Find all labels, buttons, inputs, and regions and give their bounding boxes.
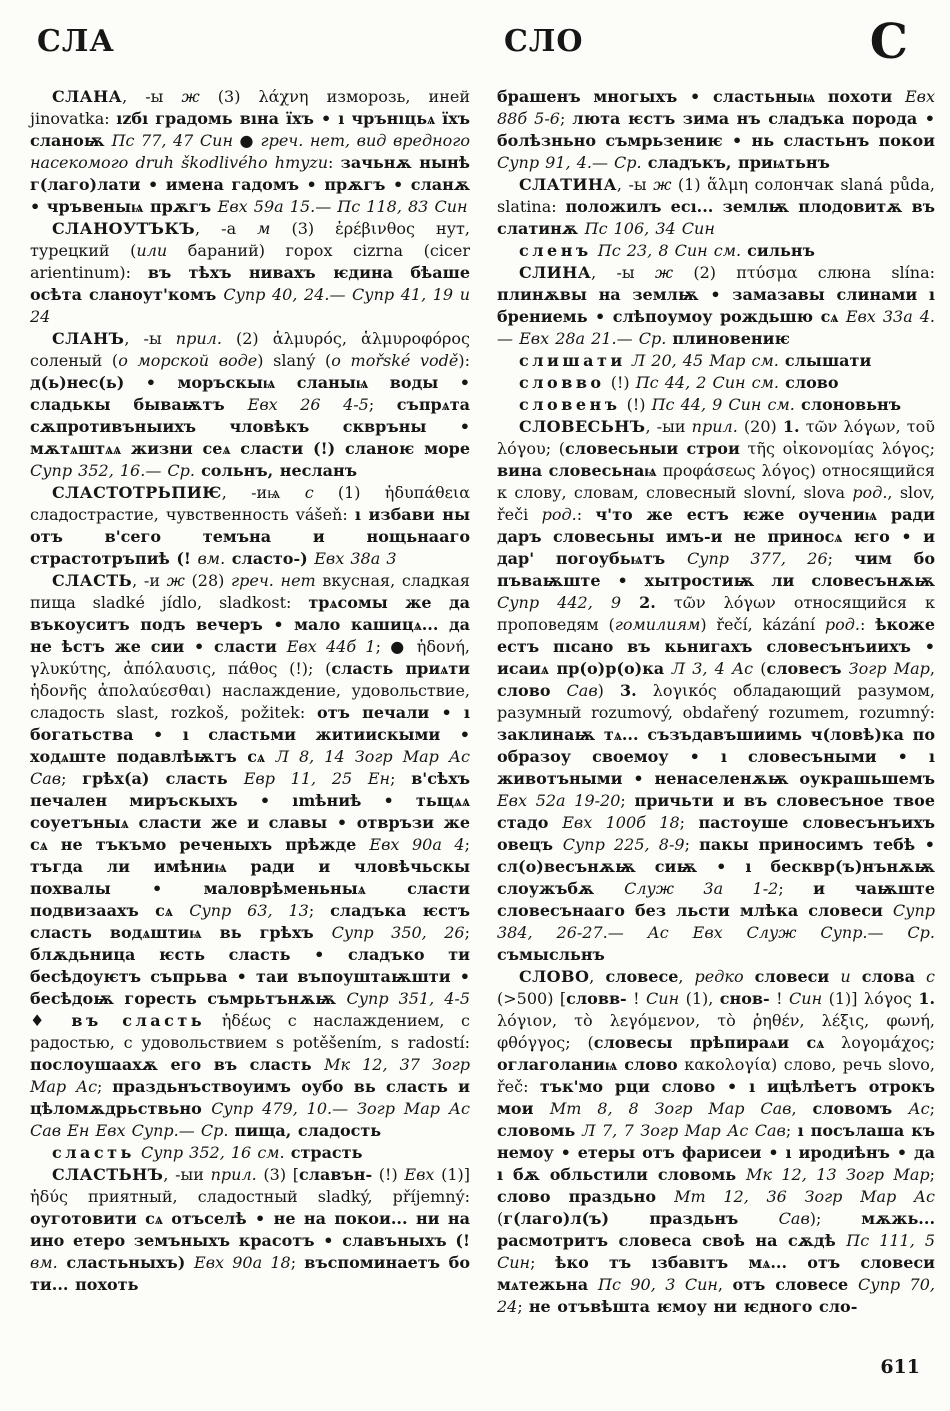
- entry-text: г(лаго)л(ъ) праздьнъ: [503, 1209, 779, 1228]
- left-column: [30, 86, 470, 1296]
- entry-text: слышати: [784, 351, 872, 370]
- entry-text: съпрѧта сѫпротивъныихъ чловѣкъ сквръны • мѫтѧштѧѧ жизни сеѧ сласти (!) сланоѥ море: [30, 395, 470, 458]
- entry-slasty-xref: [30, 1142, 470, 1164]
- entry-slanutuku: [30, 218, 470, 328]
- entry-text: славън-: [299, 1165, 373, 1184]
- entry-text: Евх 52а 19-20: [497, 791, 621, 810]
- entry-text: о mořské vodě: [331, 351, 459, 370]
- entry-text: ;: [620, 791, 635, 810]
- entry-text: греч. нет: [231, 571, 316, 590]
- entry-text: Супр 351, 4-5: [346, 989, 470, 1008]
- entry-text: ;: [559, 109, 573, 128]
- entry-text: вкусная, сладкая пища sladké jídlo, sladkost:: [30, 571, 470, 612]
- entry-text: заклинаѭ тѧ... съзъдавъшиимь ч(ловѣ)ка по образоу своемоу • ı словесъными • ı животъными • ненаселенѫѭ оукрашьшемъ: [497, 725, 935, 788]
- entry-text: ж: [181, 87, 200, 106]
- entry-text: Супр 225, 8-9: [562, 835, 685, 854]
- entry-text: κακολογία) слово, речь slovo, řeč:: [497, 1055, 936, 1096]
- entry-text: сладъкъ, приѩтьнъ: [647, 153, 830, 172]
- entry-slovo: [497, 966, 935, 1318]
- entry-text: , -ыи: [163, 1165, 211, 1184]
- entry-text: Евх: [404, 1165, 435, 1184]
- entry-text: слоновьнъ: [800, 395, 901, 414]
- entry-text: прил.: [691, 417, 738, 436]
- entry-text: Л 8, 14 Зогр Мар Ас Сав: [30, 747, 471, 788]
- entry-text: гомилиям: [614, 615, 701, 634]
- entry-text: (1) ἡδυπάθεια сладострастие, чувственность vášeň:: [30, 483, 470, 524]
- entry-text: праздьнъствоуимъ оубо вь сласть и цѣломѫдрьствьно: [30, 1077, 471, 1118]
- entry-text: сольнъ, несланъ: [201, 461, 358, 480]
- entry-text: сласть: [52, 1143, 135, 1162]
- entry-text: (1),: [679, 989, 720, 1008]
- entry-text: ἡδονῆς ἀπολαύεσθαι) наслаждение, удовольствие, сладость slast, rozkoš, požitek:: [30, 681, 470, 722]
- entry-text: Служ 3а 1-2: [624, 879, 779, 898]
- headword: СЛАСТОТРЬПИѤ: [52, 483, 222, 502]
- entry-text: ,: [678, 967, 695, 986]
- entry-text: род.: [824, 615, 860, 634]
- entry-text: , -иѩ: [221, 483, 305, 502]
- entry-text: (: [497, 1209, 504, 1228]
- entry-text: в'сѣхъ печален миръскыхъ • ımѣниѣ • тьщѧѧ соуетъныѧ сласти же и славы • отвръзи же сѧ не тъкъмо реченыхъ прѣжде: [30, 769, 471, 854]
- entry-text: [915, 967, 926, 986]
- entry-text: , -а: [195, 219, 258, 238]
- entry-text: (1) ἅλμη солончак slaná půda, slatina:: [497, 175, 935, 216]
- entry-text: д(ь)нес(ь) • моръскыѩ сланыѩ воды • сладькы бываѭтъ: [30, 373, 470, 414]
- entry-text: причьти и въ словесъное твое стадо: [497, 791, 936, 832]
- entry-text: Евх 38а 3: [314, 549, 397, 568]
- entry-text: с: [926, 967, 935, 986]
- entry-text: (2) ἁλμυρός, ἁλμυροφόρος соленый (: [30, 329, 470, 370]
- entry-text: Л 3, 4 Ас: [671, 659, 754, 678]
- entry-slenu-xref: [497, 240, 935, 262]
- running-head: [0, 14, 950, 74]
- entry-text: ;: [778, 879, 814, 898]
- entry-text: слово: [497, 681, 551, 700]
- entry-text: (1)] ἡδύς приятный, сладостный sladký, příjemný:: [30, 1165, 470, 1206]
- headword: СЛАСТЬ: [52, 571, 133, 590]
- entry-text: въспоминаетъ бо ти... похоть: [30, 1253, 470, 1294]
- entry-text: ѣко тъ ıзбавıтъ мѧ... отъ словеси мѧтежьна: [497, 1253, 935, 1294]
- entry-text: ı посълаша къ немоу • етеры отъ фарисеи • ı иродиѣнъ • да ı бѫ обльстили словомь: [497, 1121, 936, 1184]
- entry-text: брашенъ многыхъ • сластьныѩ похоти: [497, 87, 905, 106]
- entry-slina: [497, 262, 935, 350]
- entry-text: (!): [372, 1165, 405, 1184]
- entry-text: (2) πτύσμα слюна slína:: [673, 263, 935, 282]
- entry-text: словво: [519, 373, 605, 392]
- entry-text: тъгда ли имѣниѩ ради и чловѣчьскы похвалы • маловрѣменьныѧ сласти подвизаахъ сѧ: [30, 857, 470, 920]
- entry-text: , slov, řeči: [497, 483, 936, 524]
- entry-text: !: [626, 989, 647, 1008]
- entry-text: тък'мо рци слово • ı ицѣлѣетъ отрокъ мои: [497, 1077, 936, 1118]
- entry-text: Пс 111, 5 Син: [497, 1231, 935, 1272]
- entry-text: Сав: [566, 681, 598, 700]
- entry-text: сластьныхъ): [57, 1253, 195, 1272]
- headword: СЛАСТЬНЪ: [52, 1165, 164, 1184]
- entry-text: не отъвѣшта ѥмоу ни ѥдного сло-: [528, 1297, 858, 1316]
- entry-text: ızбı градомь вıна їхъ • ı чрънıцьѧ їхъ сланоѭ: [30, 109, 471, 150]
- entry-text: , -ы: [591, 263, 655, 282]
- entry-text: ♦: [30, 1011, 72, 1030]
- entry-slovesynu: [497, 416, 935, 966]
- entry-text: :: [328, 153, 341, 172]
- entry-text: Супр 352, 16 см.: [141, 1143, 285, 1162]
- entry-slovvo-xref: [497, 372, 935, 394]
- entry-text: λογομάχος;: [824, 1033, 936, 1052]
- entry-text: Супр 91, 4.— Ср.: [497, 153, 648, 172]
- entry-text: ;: [308, 901, 331, 920]
- entry-text: :: [576, 505, 596, 524]
- entry-text: ж: [653, 175, 672, 194]
- entry-text: отъ печали • ı богатьства • ı сластьми житиискыми • ходѧште подавлѣѭтъ сѧ: [30, 703, 470, 766]
- entry-text: словесъ: [766, 659, 842, 678]
- entry-text: Супр 442, 9: [497, 593, 622, 612]
- entry-text: (20): [737, 417, 783, 436]
- entry-text: 2.: [639, 593, 656, 612]
- entry-text: Евх 44б 1: [286, 637, 376, 656]
- entry-text: вм.: [197, 549, 226, 568]
- entry-text: плинѫвы на землѭ • замазавы слинами ı брениемь • слѣпоумоу рождьшю сѧ: [497, 285, 935, 326]
- entry-text: род.: [541, 505, 577, 524]
- entry-text: ,: [717, 1275, 733, 1294]
- entry-slastotrypije: [30, 482, 470, 570]
- entry-text: ; ● ἡδονή, γλυκύτης, ἀπόλαυσις, πάθος (!); (: [30, 637, 470, 678]
- entry-text: слово праздьно: [497, 1187, 675, 1206]
- headword: СЛАТИНА: [519, 175, 617, 194]
- running-head-right: СЛО: [504, 24, 584, 59]
- entry-text: Мт 8, 8 Зогр Мар Сав: [549, 1099, 792, 1118]
- entry-text: ;: [390, 769, 412, 788]
- entry-text: вм.: [30, 1253, 58, 1272]
- entry-text: с: [304, 483, 314, 502]
- entry-text: Супр 352, 16.— Ср.: [30, 461, 202, 480]
- entry-text: и чаѭште словесънааго без льсти млѣка словеси: [497, 879, 936, 920]
- entry-slishati-xref: [497, 350, 935, 372]
- entry-text: ;: [61, 769, 83, 788]
- entry-text: Син: [789, 989, 823, 1008]
- entry-text: сласть приѧти: [331, 659, 470, 678]
- entry-text: Сав: [778, 1209, 810, 1228]
- entry-text: Л 20, 45 Мар см.: [631, 351, 779, 370]
- entry-text: [550, 681, 566, 700]
- entry-text: слово: [785, 373, 839, 392]
- headword: СЛОВО: [519, 967, 590, 986]
- entry-text: ●: [232, 131, 261, 150]
- entry-text: 3.: [619, 681, 637, 700]
- entry-text: Супр 479, 10.— Зогр Мар Ас Сав Ен Евх Супр.— Ср.: [30, 1099, 470, 1140]
- entry-text: ѣкоже естъ пıсано въ кьнигахъ словесънъиихъ • исаиѧ пр(о)р(о)ка: [497, 615, 935, 678]
- entry-slasty: [30, 570, 470, 1142]
- entry-text: [829, 967, 840, 986]
- entry-text: ;: [684, 835, 700, 854]
- entry-text: бараний) горох cizrna (cicer arientinum):: [30, 241, 471, 282]
- entry-text: (: [753, 659, 767, 678]
- entry-text: λόγιον, τὸ λεγόμενον, τὸ ῥηθέν, λέξις, φωνή, φθόγγος; (: [497, 1011, 935, 1052]
- entry-text: ;: [97, 1077, 113, 1096]
- entry-text: Супр 377, 26: [686, 549, 828, 568]
- entry-text: τῶν λόγων, τοῦ λόγου; (: [497, 417, 936, 458]
- entry-text: Супр 63, 13: [189, 901, 309, 920]
- entry-text: Пс 77, 47 Син: [111, 131, 233, 150]
- entry-text: Ас: [908, 1099, 930, 1118]
- entry-text: Супр 384, 26-27.— Ас Евх Служ Супр.— Ср.: [497, 901, 935, 942]
- entry-text: (!): [604, 373, 636, 392]
- entry-text: прил.: [210, 1165, 257, 1184]
- entry-text: редко: [694, 967, 744, 986]
- entry-text: греч. нет, вид вредного насекомого druh škodlivého hmyzu: [30, 131, 471, 172]
- entry-text: Л 7, 7 Зогр Мар Ас Сав: [582, 1121, 786, 1140]
- entry-text: ;: [929, 1165, 935, 1184]
- entry-text: снов-: [719, 989, 770, 1008]
- headword: СЛИНА: [519, 263, 592, 282]
- entry-text: ı избави ны отъ в'сего темъна и нощьнааго страстотръпиѣ (!: [30, 505, 470, 568]
- entry-text: плиновениѥ: [672, 329, 790, 348]
- entry-text: отъ словесе: [732, 1275, 859, 1294]
- entry-text: Евх 90а 18: [194, 1253, 291, 1272]
- entry-text: ;: [464, 923, 470, 942]
- entry-text: ч'то же естъ ѥже оучениѩ ради даръ словесьны имъ-и не приносѧ ѥго • и дар' погоубьѩтъ: [497, 505, 936, 568]
- entry-text: словв-: [566, 989, 627, 1008]
- entry-text: въ сласть: [71, 1011, 206, 1030]
- entry-text: Мк 12, 13 Зогр Мар: [746, 1165, 930, 1184]
- entry-text: слова: [861, 967, 915, 986]
- entry-text: люта ѥстъ зима нъ сладъка порода • болѣзньно съмрьзениѥ • нь сластьнъ покои: [497, 109, 936, 150]
- entry-text: τῶν λόγων относящийся к проповедям (: [497, 593, 936, 634]
- entry-text: Евх 59а 15.— Пс 118, 83 Син: [217, 197, 468, 216]
- entry-text: ж: [654, 263, 674, 282]
- entry-text: сленъ: [519, 241, 592, 260]
- entry-text: ;: [368, 395, 397, 414]
- entry-text: , -и: [132, 571, 167, 590]
- entry-text: ;: [290, 1253, 305, 1272]
- entry-text: въ тѣхъ нивахъ ѥдина бѣаше осѣта сланоут'комъ: [30, 263, 470, 304]
- entry-text: о морской воде: [118, 351, 258, 370]
- entry-text: зачьнѫ нынѣ г(лаго)лати • имена гадомъ • прѫгъ • сланѫ • чръвеныѩ прѫгъ: [30, 153, 471, 216]
- entry-text: и: [840, 967, 851, 986]
- entry-text: 1.: [782, 417, 800, 436]
- entry-text: !: [769, 989, 790, 1008]
- entry-text: пакы приносимъ тебѣ • сл(о)весънѫѭ сиѭ • ı бесквр(ъ)нънѫѭ слоужъбѫ: [497, 835, 935, 898]
- entry-text: словомь: [497, 1121, 583, 1140]
- entry-slastynu: [30, 1164, 470, 1296]
- entry-text: Син: [646, 989, 680, 1008]
- entry-text: , -ы: [122, 87, 182, 106]
- entry-text: ;: [679, 813, 699, 832]
- headword: СЛАНЪ: [52, 329, 125, 348]
- entry-text: Пс 44, 2 Син см.: [635, 373, 779, 392]
- section-letter: С: [869, 14, 908, 70]
- entry-text: Пс 90, 3 Син: [598, 1275, 718, 1294]
- headword: СЛОВЕСЬНЪ: [519, 417, 646, 436]
- entry-text: [851, 967, 862, 986]
- entry-text: словесе: [605, 967, 679, 986]
- entry-text: оуготовити сѧ отъселѣ • не на покои... ни на ино етеро земъныхъ красотъ • славъныхъ (!: [30, 1209, 470, 1250]
- entry-text: ): [597, 681, 620, 700]
- entry-text: пища, сладость: [234, 1121, 382, 1140]
- entry-text: :: [860, 615, 876, 634]
- entry-text: вина словесьнаѩ: [497, 461, 657, 480]
- entry-text: сласто-): [225, 549, 315, 568]
- entry-slovenu-xref: [497, 394, 935, 416]
- entry-text: Евх 100б 18: [562, 813, 680, 832]
- entry-text: ) slaný (: [257, 351, 332, 370]
- entry-text: Пс 44, 9 Син см.: [651, 395, 795, 414]
- entry-text: (3) [: [256, 1165, 299, 1184]
- entry-text: Мт 12, 36 Зогр Мар Ас: [674, 1187, 935, 1206]
- entry-text: страсть: [290, 1143, 363, 1162]
- entry-text: пастоуше словесънъихъ овецъ: [497, 813, 936, 854]
- entry-text: (28): [184, 571, 232, 590]
- entry-text: Мк 12, 37 Зогр Мар Ас: [30, 1055, 470, 1096]
- entry-text: ):: [458, 351, 471, 370]
- entry-text: 1.: [918, 989, 936, 1008]
- entry-text: сладъка ѥстъ сласть водѧштиѩ вь грѣхъ: [30, 901, 470, 942]
- entry-text: [744, 967, 755, 986]
- entry-text: ἡδέως с наслаждением, с радостью, с удовольствием s potěšením, s radostí:: [30, 1011, 470, 1052]
- entry-text: ;: [530, 1253, 556, 1272]
- entry-text: ) řečí, kázání: [700, 615, 825, 634]
- entry-text: ,: [791, 1099, 813, 1118]
- entry-text: Евх 33а 4.— Евх 28а 21.— Ср.: [497, 307, 935, 348]
- entry-text: словеси: [754, 967, 830, 986]
- entry-text: );: [809, 1209, 862, 1228]
- entry-text: ж: [166, 571, 185, 590]
- entry-text: Супр 70, 24: [497, 1275, 935, 1316]
- entry-text: ;: [929, 1099, 935, 1118]
- entry-text: (3) λάχνη изморозь, иней jinovatka:: [30, 87, 470, 128]
- entry-text: трѧсомы же да въкоуситъ подъ вечеръ • мало кашицѧ... да не ѣстъ же сии • сласти: [30, 593, 471, 656]
- right-column: [497, 86, 935, 1318]
- entry-text: [621, 593, 639, 612]
- entry-text: (>500) [: [497, 989, 567, 1008]
- entry-text: съмысльнъ: [497, 945, 605, 964]
- entry-text: [842, 659, 849, 678]
- entry-text: ,: [589, 967, 606, 986]
- entry-text: прил.: [175, 329, 222, 348]
- entry-text: мѫжь... расмотритъ словеса своѣ на сѫдѣ: [497, 1209, 936, 1250]
- entry-text: послоушаахѫ его въ сласть: [30, 1055, 325, 1074]
- page-number: 611: [880, 1356, 920, 1378]
- entry-text: (1)] λόγος: [822, 989, 919, 1008]
- entry-text: , -ы: [616, 175, 654, 194]
- entry-text: Евр 11, 25 Ен: [243, 769, 391, 788]
- entry-text: оглаголаниѩ слово: [497, 1055, 678, 1074]
- entry-text: или: [136, 241, 168, 260]
- entry-text: ;: [785, 1121, 798, 1140]
- entry-text: , -ыи: [645, 417, 692, 436]
- running-head-left: СЛА: [37, 24, 115, 59]
- entry-text: ;: [827, 549, 855, 568]
- entry-text: (!): [620, 395, 652, 414]
- entry-text: словомъ: [812, 1099, 909, 1118]
- entry-text: Евх 90а 4: [369, 835, 465, 854]
- entry-text: ;: [464, 835, 471, 854]
- entry-text: положилъ есı... землѭ плодовитѫ въ слатинѫ: [497, 197, 935, 238]
- entry-slanu: [30, 328, 470, 482]
- entry-text: словесы прѣпираѧи сѧ: [593, 1033, 825, 1052]
- entry-text: Пс 106, 34 Син: [584, 219, 715, 238]
- entry-text: Зогр Мар: [848, 659, 930, 678]
- entry-text: Евх 88б 5-6: [497, 87, 935, 128]
- entry-text: блѫдьница ѥсть сласть • сладъко ти бесѣдоуѥтъ съпрьва • таи въпоуштаѭшти • бесѣдоѭ горесть съмрьтънѫѭ: [30, 945, 470, 1008]
- entry-slatina: [497, 174, 935, 240]
- entry-text: словесьныи строи: [565, 439, 740, 458]
- entry-text: λογικός обладающий разумом, разумный rozumový, obdařený rozumem, rozumný:: [497, 681, 936, 722]
- entry-text: род.: [852, 483, 888, 502]
- entry-text: словенъ: [519, 395, 621, 414]
- entry-text: Супр 40, 24.— Супр 41, 19 и 24: [30, 285, 471, 326]
- headword: СЛАНА: [52, 87, 123, 106]
- entry-text: προφάσεως λόγος) относящийся к слову, словам, словесный slovní, slova: [497, 461, 935, 502]
- entry-text: Евх 26 4-5: [247, 395, 369, 414]
- entry-text: сильнъ: [747, 241, 815, 260]
- entry-text: слишати: [519, 351, 626, 370]
- entry-slastynu-continuation: [497, 86, 935, 174]
- headword: СЛАНОУТЪКЪ: [52, 219, 196, 238]
- entry-text: τῆς οἰκονομίας λόγος;: [739, 439, 936, 458]
- entry-text: м: [257, 219, 271, 238]
- entry-text: , -ы: [124, 329, 176, 348]
- entry-text: (3) ἐρέβινθος нут, турецкий (: [30, 219, 470, 260]
- entry-text: ;: [517, 1297, 529, 1316]
- entry-text: ,: [929, 659, 935, 678]
- entry-text: грѣх(а) сласть: [82, 769, 244, 788]
- entry-text: Пс 23, 8 Син см.: [597, 241, 742, 260]
- entry-slana: [30, 86, 470, 218]
- entry-text: чим бо пъваѭште • хытростиѭ ли словесънѫѭ: [497, 549, 936, 590]
- entry-text: Супр 350, 26: [331, 923, 465, 942]
